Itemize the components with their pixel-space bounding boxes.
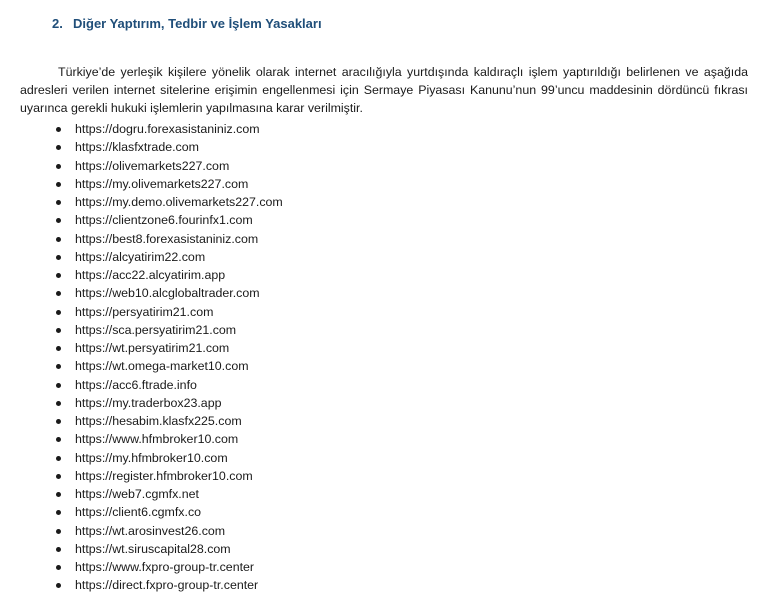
bullet-icon [56, 218, 61, 223]
url-text: https://wt.omega-market10.com [75, 359, 249, 374]
url-text: https://client6.cgmfx.co [75, 505, 202, 520]
bullet-icon [56, 291, 61, 296]
bullet-icon [56, 182, 61, 187]
url-text: https://acc6.ftrade.info [75, 377, 197, 392]
url-text: https://sca.persyatirim21.com [75, 322, 237, 337]
url-text: https://wt.persyatirim21.com [75, 341, 230, 355]
bullet-icon [56, 510, 61, 515]
bullet-icon [56, 529, 61, 534]
url-text: https://olivemarkets227.com [75, 158, 230, 173]
url-text: https://persyatirim21.com [75, 304, 214, 319]
bullet-icon [56, 492, 61, 497]
url-text: https://my.demo.olivemarkets227.com [75, 195, 283, 209]
url-text: https://wt.arosinvest26.com [75, 523, 226, 538]
section-number: 2. [52, 16, 63, 31]
url-text: https://www.fxpro-group-tr.center [75, 560, 255, 574]
body-paragraph: Türkiye’de yerleşik kişilere yönelik olarak internet aracılığıyla yurtdışında kaldıraçlı işlem yaptırıldığı belirlenen ve aşağıda adresleri verilen internet sitelerine erişimin engellenmesi için Sermaye Piyasası Kanunu’nun 99’uncu maddesinin dördüncü fıkrası uyarınca gerekli hukuki işlemlerin yapılmasına karar verilmiştir. [20, 65, 748, 116]
url-text: https://best8.forexasistaniniz.com [75, 231, 259, 246]
url-text: https://hesabim.klasfx225.com [75, 414, 242, 428]
bullet-icon [56, 310, 61, 315]
bullet-icon [56, 401, 61, 406]
bullet-icon [56, 273, 61, 278]
url-text: https://klasfxtrade.com [75, 140, 199, 155]
url-text: https://my.traderbox23.app [75, 395, 222, 410]
bullet-icon [56, 474, 61, 479]
bullet-icon [56, 583, 61, 588]
bullet-icon [56, 437, 61, 442]
bullet-icon [56, 127, 61, 132]
url-text: https://web10.alcglobaltrader.com [75, 286, 260, 301]
url-text: https://clientzone6.fourinfx1.com [75, 213, 253, 228]
bullet-icon [56, 164, 61, 169]
bullet-icon [56, 565, 61, 570]
url-text: https://alcyatirim22.com [75, 249, 206, 264]
url-text: https://www.hfmbroker10.com [75, 432, 239, 447]
bullet-icon [56, 328, 61, 333]
url-text: https://direct.fxpro-group-tr.center [75, 578, 259, 593]
bullet-icon [56, 364, 61, 369]
section-title: Diğer Yaptırım, Tedbir ve İşlem Yasakları [73, 16, 322, 31]
section-heading [52, 16, 322, 31]
bullet-icon [56, 383, 61, 388]
url-text: https://web7.cgmfx.net [75, 487, 199, 501]
bullet-icon [56, 456, 61, 461]
url-text: https://wt.siruscapital28.com [75, 541, 231, 556]
bullet-icon [56, 419, 61, 424]
url-text: https://my.olivemarkets227.com [75, 176, 249, 191]
url-text: https://register.hfmbroker10.com [75, 468, 253, 483]
bullet-icon [56, 237, 61, 242]
bullet-icon [56, 145, 61, 150]
url-text: https://dogru.forexasistaniniz.com [75, 122, 260, 136]
url-text: https://my.hfmbroker10.com [75, 450, 228, 465]
bullet-icon [56, 255, 61, 260]
bullet-icon [56, 200, 61, 205]
bullet-icon [56, 547, 61, 552]
bullet-icon [56, 346, 61, 351]
url-text: https://acc22.alcyatirim.app [75, 268, 226, 282]
